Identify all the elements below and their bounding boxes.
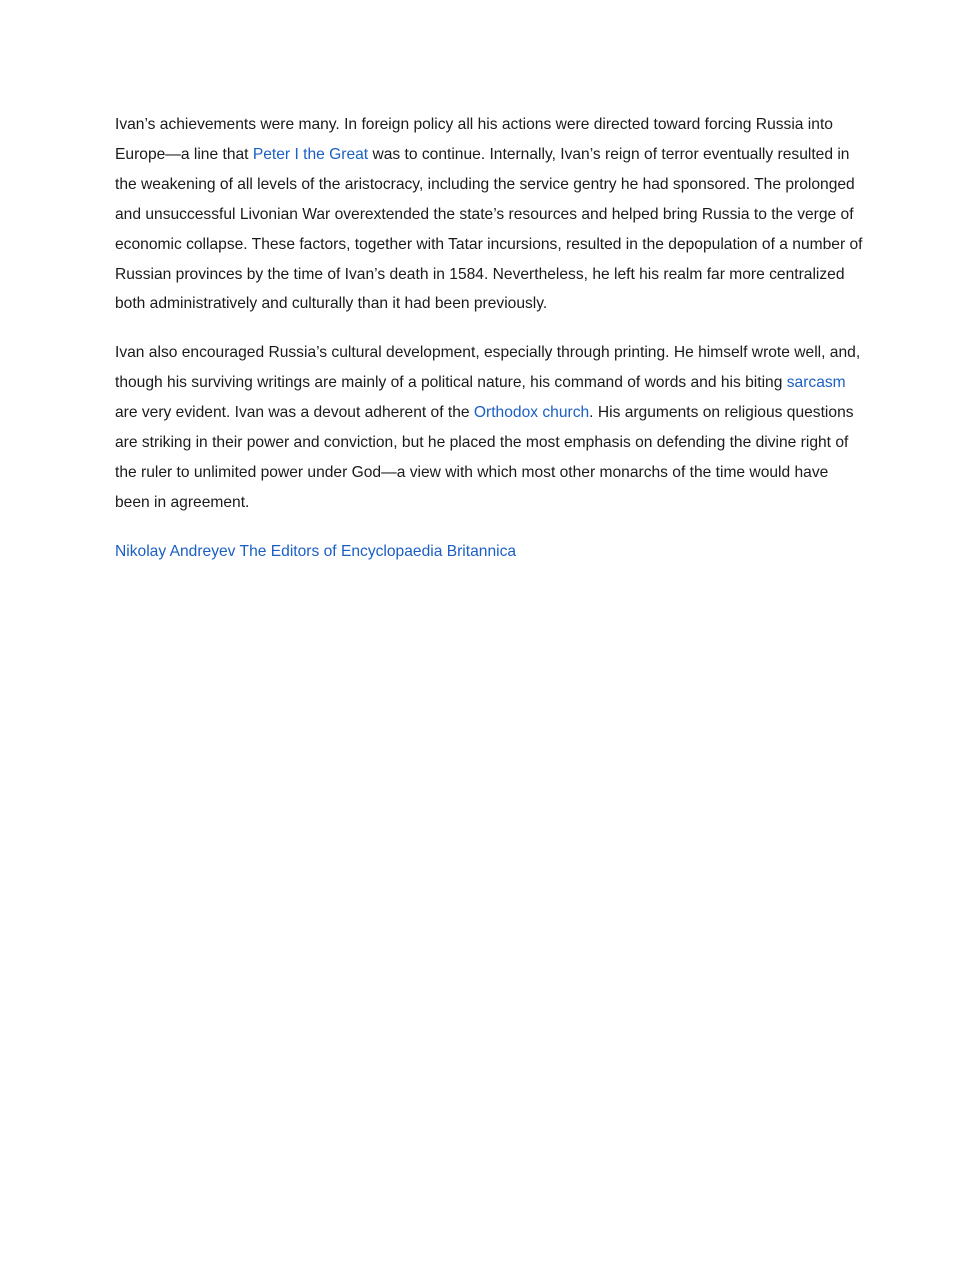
paragraph-cultural-development xyxy=(115,338,865,517)
paragraph-text: . His arguments on religious questions are striking in their power and conviction, but he placed the most emphasis on defending the divine right of the ruler to unlimited power under God—a view with which most other monarchs of the time would have been in agreement. xyxy=(115,404,854,511)
paragraph-text: was to continue. Internally, Ivan’s reign of terror eventually resulted in the weakening of all levels of the aristocracy, including the service gentry he had sponsored. The prolonged and unsuccessful Livonian War overextended the state’s resources and helped bring Russia to the verge of economic collapse. These factors, together with Tatar incursions, resulted in the depopulation of a number of Russian provinces by the time of Ivan’s death in 1584. Nevertheless, he left his realm far more centralized both administratively and culturally than it had been previously. xyxy=(115,145,863,313)
contributors-line xyxy=(115,537,865,567)
paragraph-text: Ivan also encouraged Russia’s cultural development, especially through printing. He himself wrote well, and, though his surviving writings are mainly of a political nature, his command of words and his biting xyxy=(115,344,861,392)
paragraph-text: Ivan’s achievements were many. In foreign policy all his actions were directed toward forcing Russia into Europe—a line that xyxy=(115,116,833,163)
link-orthodox-church[interactable]: Orthodox church xyxy=(473,404,590,422)
contributor-link-nikolay-andreyev[interactable]: Nikolay Andreyev xyxy=(115,542,236,560)
link-sarcasm[interactable]: sarcasm xyxy=(786,374,846,392)
contributor-link-britannica-editors[interactable]: The Editors of Encyclopaedia Britannica xyxy=(239,542,517,560)
article-body xyxy=(115,110,865,567)
paragraph-text: are very evident. Ivan was a devout adherent of the xyxy=(115,404,474,422)
link-peter-i-the-great[interactable]: Peter I the Great xyxy=(252,145,369,163)
paragraph-achievements xyxy=(115,110,865,319)
